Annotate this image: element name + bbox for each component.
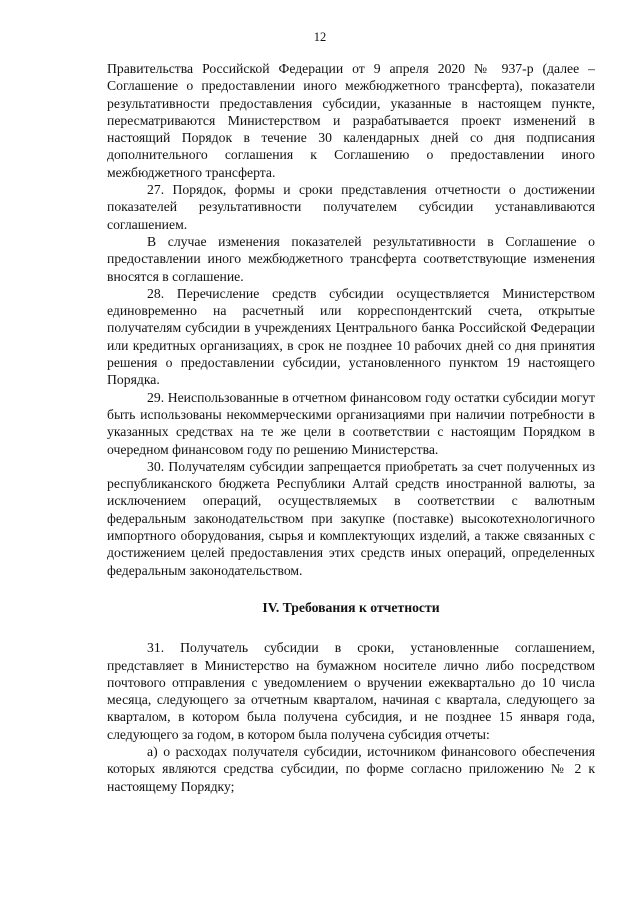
paragraph-31: 31. Получатель субсидии в сроки, установленные соглашением, представляет в Министерство на бумажном носителе лично либо посредством почтового отправления с уведомлением о вручении ежеквартально до 10 числа месяца, следующего за отчетным кварталом, начиная с квартала, следующего за кварталом, в котором была получена субсидия, и не позднее 15 января года, следующего за годом, в котором была получена субсидия отчеты: [107, 640, 595, 742]
paragraph-31-a: а) о расходах получателя субсидии, источником финансового обеспечения которых являются средства субсидии, по форме согласно приложению № 2 к настоящему Порядку; [107, 743, 595, 794]
page-number: 12 [313, 30, 327, 44]
paragraph-29: 29. Неиспользованные в отчетном финансовом году остатки субсидии могут быть использованы некоммерческими организациями при наличии потребности в указанных средствах на те же цели в соответствии с настоящим Порядком в очередном финансовом году по решению Министерства. [107, 389, 595, 457]
paragraph-27-amendment: В случае изменения показателей результативности в Соглашение о предоставлении иного межбюджетного трансферта соответствующие изменения вносятся в соглашение. [107, 233, 595, 284]
document-body [107, 60, 595, 795]
paragraph-27: 27. Порядок, формы и сроки представления отчетности о достижении показателей результативности получателем субсидии устанавливаются соглашением. [107, 182, 595, 232]
paragraph-30: 30. Получателям субсидии запрещается приобретать за счет полученных из республиканского бюджета Республики Алтай средств иностранной валюты, за исключением операций, осуществляемых в соответствии с валютным федеральным законодательством при закупке (поставке) высокотехнологичного импортного оборудования, сырья и комплектующих изделий, а также связанных с достижением целей предоставления этих средств иных операций, определенных федеральным законодательством. [107, 458, 595, 578]
section-heading: IV. Требования к отчетности [262, 599, 440, 615]
paragraph-26-continuation: Правительства Российской Федерации от 9 апреля 2020 № 937-р (далее – Соглашение о предоставлении иного межбюджетного трансферта), показатели результативности предоставления субсидии, указанные в настоящем пункте, пересматриваются Министерством и разрабатывается проект изменений в настоящий Порядок в течение 30 календарных дней со дня подписания дополнительного соглашения к Соглашению о предоставлении иного межбюджетного трансферта. [107, 61, 595, 180]
paragraph-28: 28. Перечисление средств субсидии осуществляется Министерством единовременно на расчетный или корреспондентский счета, открытые получателям субсидии в учреждениях Центрального банка Российской Федерации или кредитных организациях, в срок не позднее 10 рабочих дней со дня принятия решения о предоставлении субсидии, установленного пунктом 19 настоящего Порядка. [107, 285, 595, 388]
